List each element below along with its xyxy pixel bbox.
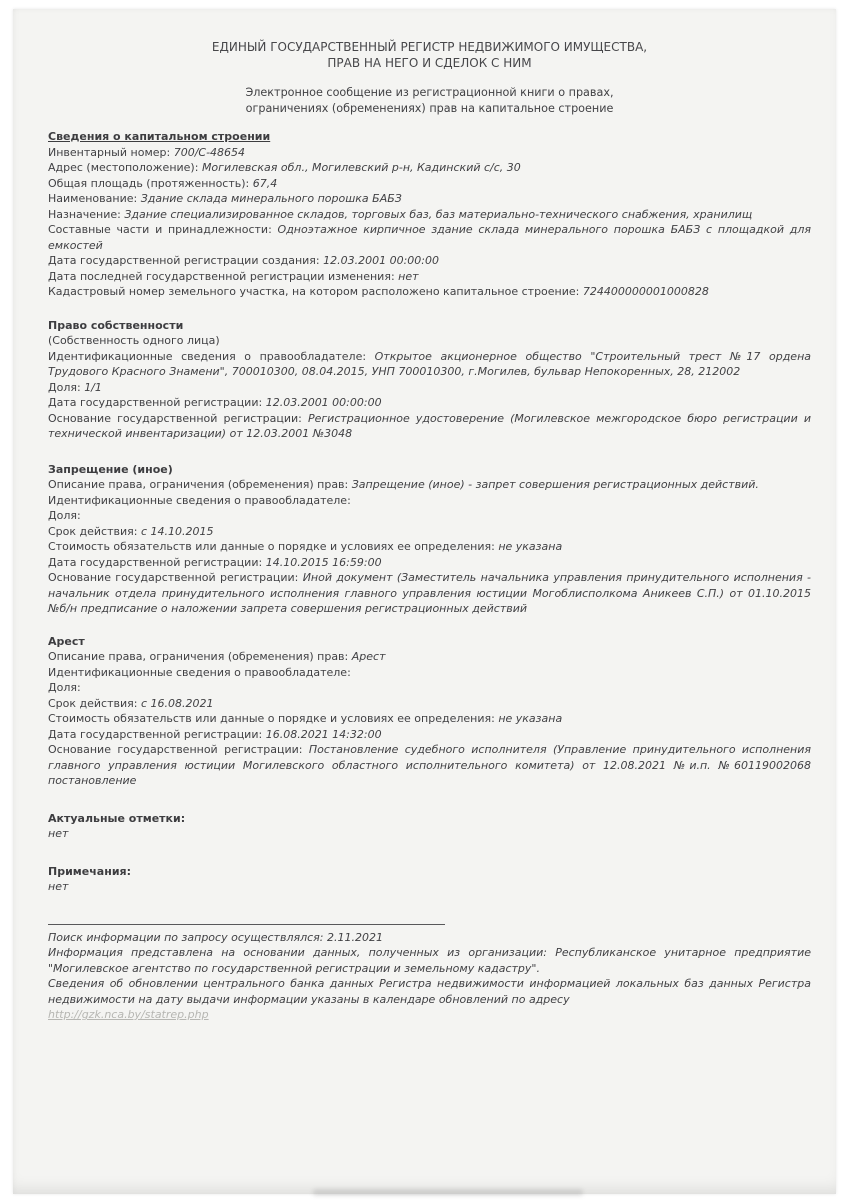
- document-footer: [48, 924, 811, 1023]
- field-line: [48, 207, 811, 223]
- field-label: Срок действия:: [48, 524, 138, 538]
- section-notes: [48, 864, 811, 895]
- section-building-info: [48, 129, 811, 300]
- field-line: [48, 222, 811, 253]
- field-label: Дата государственной регистрации:: [48, 727, 263, 741]
- footer-link-line: [48, 1007, 811, 1023]
- section-arrest: [48, 634, 811, 789]
- field-value: 12.03.2001 00:00:00: [265, 396, 382, 409]
- marks-value: нет: [48, 827, 69, 840]
- field-value: 724400000001000828: [582, 285, 709, 298]
- field-label: Идентификационные сведения о правообладателе:: [48, 349, 367, 363]
- field-line: [48, 411, 811, 442]
- section-heading-notes: Примечания:: [48, 864, 131, 878]
- field-label: Основание государственной регистрации:: [48, 743, 303, 756]
- field-label: Инвентарный номер:: [48, 145, 171, 159]
- field-label: Идентификационные сведения о правообладателе:: [48, 493, 351, 507]
- field-label: Доля:: [48, 509, 81, 522]
- section-current-marks: [48, 811, 811, 842]
- separator-line: [48, 924, 445, 925]
- field-value: с 14.10.2015: [140, 524, 214, 538]
- field-value: 700/С-48654: [173, 145, 246, 159]
- field-line: [48, 711, 811, 727]
- field-value: 16.08.2021 14:32:00: [265, 727, 382, 741]
- field-label: Стоимость обязательств или данные о порядке и условиях ее определения:: [48, 540, 495, 553]
- field-line: [48, 349, 811, 380]
- document-content: [48, 40, 811, 1023]
- field-value: 67,4: [252, 176, 278, 190]
- field-value: нет: [398, 269, 419, 283]
- field-label: Наименование:: [48, 192, 138, 205]
- registry-title-line2: ПРАВ НА НЕГО И СДЕЛОК С НИМ: [327, 55, 532, 70]
- field-line: [48, 380, 811, 396]
- section-ownership: [48, 318, 811, 442]
- section-heading-building: Сведения о капитальном строении: [48, 130, 271, 143]
- ownership-type-line: (Собственность одного лица): [48, 334, 220, 347]
- field-label: Адрес (местоположение):: [48, 161, 199, 174]
- section-heading-prohibition: Запрещение (иное): [48, 462, 173, 476]
- field-label: Составные части и принадлежности:: [48, 223, 272, 236]
- field-line: [48, 665, 811, 681]
- registry-title-line1: ЕДИНЫЙ ГОСУДАРСТВЕННЫЙ РЕГИСТР НЕДВИЖИМОГО ИМУЩЕСТВА,: [211, 40, 648, 54]
- field-line: [48, 508, 811, 524]
- field-line: [48, 727, 811, 743]
- footer-update-line: Сведения об обновлении центрального банка данных Регистра недвижимости информацией локальных баз данных Регистра недвижимости на дату выдачи информации указаны в календаре обновлений по адресу: [48, 977, 811, 1006]
- section-heading-ownership: Право собственности: [48, 318, 184, 332]
- field-value: не указана: [498, 712, 563, 725]
- field-line: [48, 191, 811, 207]
- footer-search-label: Поиск информации по запросу осуществлялся:: [48, 930, 324, 944]
- field-line: [48, 269, 811, 285]
- field-label: Общая площадь (протяженность):: [48, 176, 250, 190]
- field-value: Могилевская обл., Могилевский р-н, Кадинский с/с, 30: [201, 161, 521, 174]
- footer-info-line: Информация представлена на основании данных, полученных из организации: Республиканское унитарное предприятие "Могилевское агентство по государственной регистрации и земельному кадастру".: [48, 946, 811, 975]
- building-field-list: [48, 145, 811, 300]
- field-label: Дата государственной регистрации создания:: [48, 254, 320, 267]
- field-label: Описание права, ограничения (обременения) прав:: [48, 478, 349, 491]
- field-value: Арест: [351, 650, 386, 663]
- field-line: [48, 649, 811, 665]
- field-line: [48, 570, 811, 617]
- field-line: [48, 477, 811, 493]
- field-label: Основание государственной регистрации:: [48, 411, 302, 425]
- field-value: Здание склада минерального порошка БАБЗ: [140, 192, 402, 205]
- field-label: Стоимость обязательств или данные о порядке и условиях ее определения:: [48, 712, 495, 725]
- message-subtitle-line1: Электронное сообщение из регистрационной книги о правах,: [245, 86, 614, 99]
- notes-value: нет: [48, 880, 69, 893]
- field-line: [48, 145, 811, 161]
- message-subtitle: [48, 85, 811, 116]
- field-line: [48, 742, 811, 789]
- footer-search-line: [48, 930, 811, 946]
- field-value: Иной документ (Заместитель начальника управления принудительного исполнения - начальник отдела принудительного исполнения главного управления юстиции Могоблисполкома Аникеев С.П.) от 01.10.2015 №б/н предписание о наложении запрета совершения регистрационных действий: [48, 571, 811, 615]
- ownership-field-list: [48, 349, 811, 442]
- field-value: 14.10.2015 16:59:00: [265, 555, 382, 569]
- field-value: Регистрационное удостоверение (Могилевское межгородское бюро регистрации и технической инвентаризации) от 12.03.2001 №3048: [48, 411, 811, 440]
- field-line: [48, 395, 811, 411]
- field-value: 1/1: [84, 380, 102, 394]
- field-label: Дата последней государственной регистрации изменения:: [48, 269, 395, 283]
- field-value: Здание специализированное складов, торговых баз, баз материально-технического снабжения, хранилищ: [124, 207, 753, 221]
- field-value: Постановление судебного исполнителя (Управление принудительного исполнения главного управления юстиции Могилевского областного исполнительного комитета) от 12.08.2021 №и.п. №60119002068 постановление: [48, 743, 812, 787]
- field-line: [48, 176, 811, 192]
- field-label: Дата государственной регистрации:: [48, 396, 263, 409]
- section-heading-arrest: Арест: [48, 634, 85, 648]
- footer-statrep-link[interactable]: http://gzk.nca.by/statrep.php: [48, 1008, 209, 1021]
- field-label: Доля:: [48, 380, 81, 394]
- field-label: Назначение:: [48, 207, 121, 221]
- field-line: [48, 555, 811, 571]
- field-label: Срок действия:: [48, 696, 138, 710]
- field-value: Открытое акционерное общество "Строительный трест №17 ордена Трудового Красного Знамени", 700010300, 08.04.2015, УНП 700010300, г.Могилев, бульвар Непокоренных, 28, 212002: [48, 349, 812, 378]
- field-line: [48, 160, 811, 176]
- section-prohibition: [48, 462, 811, 617]
- document-page: [13, 9, 836, 1194]
- field-value: Одноэтажное кирпичное здание склада минерального порошка БАБЗ с площадкой для емкостей: [48, 223, 811, 252]
- arrest-field-list: [48, 649, 811, 789]
- field-label: Описание права, ограничения (обременения) прав:: [48, 650, 349, 663]
- message-subtitle-line2: ограничениях (обременениях) прав на капитальное строение: [245, 101, 614, 115]
- field-line: [48, 539, 811, 555]
- field-value: Запрещение (иное) - запрет совершения регистрационных действий.: [351, 478, 759, 491]
- field-value: не указана: [498, 540, 563, 553]
- field-line: [48, 493, 811, 509]
- field-label: Кадастровый номер земельного участка, на котором расположено капитальное строение:: [48, 285, 580, 298]
- scan-edge-artifact: [313, 1189, 583, 1196]
- section-heading-marks: Актуальные отметки:: [48, 811, 186, 825]
- field-label: Доля:: [48, 681, 81, 694]
- field-label: Основание государственной регистрации:: [48, 571, 299, 584]
- field-line: [48, 524, 811, 540]
- field-line: [48, 680, 811, 696]
- field-value: 12.03.2001 00:00:00: [323, 254, 440, 267]
- field-label: Идентификационные сведения о правообладателе:: [48, 665, 351, 679]
- footer-search-value: 2.11.2021: [327, 930, 383, 944]
- field-line: [48, 696, 811, 712]
- field-line: [48, 284, 811, 300]
- field-label: Дата государственной регистрации:: [48, 555, 263, 569]
- field-line: [48, 253, 811, 269]
- field-value: с 16.08.2021: [140, 696, 214, 710]
- prohibition-field-list: [48, 477, 811, 617]
- registry-title: [48, 40, 811, 71]
